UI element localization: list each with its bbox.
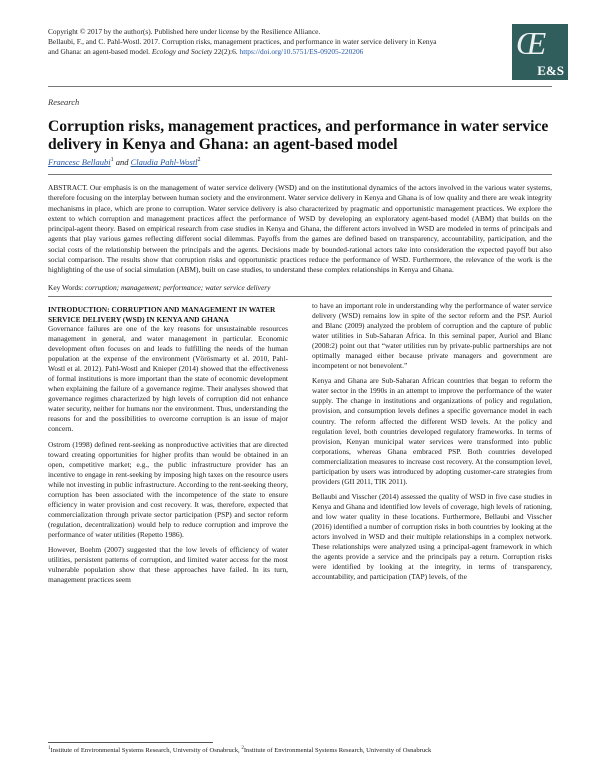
author-list: Francesc Bellaubi$^1$ and Claudia Pahl-Wostl$^2$ — [48, 157, 201, 167]
paragraph: Ostrom (1998) defined rent-seeking as nonproductive activities that are directed toward creating opportunities for higher profits than would be obtained in an open, competitive market; e.g., the public infrastructure provider has an incentive to engage in rent-seeking by imposing high taxes on the resource users while not investing in public infrastructure. According to the rent-seeking theory, corruption has been associated with the incompetence of the state to ensure efficiency in water provision and cost recovery. It was, therefore, expected that commercialization through private sector participation (PSP) and sector reform (regulation, decentralization) would help to reduce corruption and improve the performance of water utilities (Repetto 1986). — [48, 439, 288, 539]
intro-heading: INTRODUCTION: CORRUPTION AND MANAGEMENT IN WATER SERVICE DELIVERY (WSD) IN KENYA AND GHANA — [48, 305, 276, 324]
citation-line: Bellaubi, F., and C. Pahl-Wostl. 2017. Corruption risks, management practices, and performance in water service delivery in Kenya — [48, 37, 437, 46]
affiliation-footnote: $^1$Institute of Environmental Systems Research, University of Osnabruck, $^2$Institute of Environmental Systems Research, University of Osnabruck — [48, 746, 432, 755]
author-link-1[interactable]: Francesc Bellaubi — [48, 157, 111, 167]
journal-logo — [512, 24, 568, 80]
right-column — [312, 301, 552, 587]
logo-mark: Œ — [516, 25, 547, 61]
citation-header — [48, 27, 518, 57]
doi-link[interactable]: https://doi.org/10.5751/ES-09205-220206 — [239, 47, 364, 56]
footnote-divider — [48, 742, 213, 743]
left-column — [48, 305, 288, 590]
logo-text: E&S — [537, 63, 564, 78]
header-divider — [48, 86, 552, 87]
abstract-bottom-divider — [48, 296, 552, 297]
abstract: ABSTRACT. Our emphasis is on the management of water service delivery (WSD) and on the institutional dynamics of the actors involved in the various water systems, therefore focusing on the interplay between human society and the environment. Water service delivery in Kenya and Ghana is of low quality and there are weak integrity mechanisms in place, which are prone to corruption. Water service delivery is also characterized by pragmatic and opportunistic management practices. We explore the extent to which corruption and management practices affect the performance of WSD by developing an exploratory agent-based model (ABM) that builds on the principal-agent theory. Based on empirical research from case studies in Kenya and Ghana, the different actors involved in WSD are modeled in terms of principals and agents that play various games reflecting different social dilemmas. Payoffs from the games are defined based on transparency, accountability, participation, and the social costs of the relationship between the principals and the agents. Decisions made by bounded-rational actors take into consideration the expected payoff but also social comparison. The results show that corruption risks and opportunistic practices reduce the performance of WSD. Furthermore, the relevance of the work is the highlighting of the use of social simulation (ABM), built on case studies, to understand these complex relationships in Kenya and Ghana. — [48, 183, 552, 274]
paragraph: Bellaubi and Visscher (2014) assessed the quality of WSD in five case studies in Kenya and Ghana and identified low levels of coverage, high levels of rationing, and low water quality in these locations. Furthermore, Bellaubi and Visscher (2016) identified a number of corruption risks in both countries by looking at the actors involved in WSD and their multiple relationships in a complex network. These relationships were analyzed using a principal-agent framework in which the agents provide a service and the principals pay a return. Corruption risks were identified by looking at the integrity, in terms of transparency, accountability, and participation (TAP) levels, of the — [312, 491, 552, 582]
section-label: Research — [48, 97, 80, 107]
article-title: Corruption risks, management practices, and performance in water service delivery in Kenya and Ghana: an agent-based model — [48, 118, 549, 153]
paragraph: Governance failures are one of the key reasons for unsustainable resources management in general, and water management in particular. Economic development often focuses on and leads to fulfilling the needs of the human population at the expense of the environment (Vörösmarty et al. 2010, Pahl-Wostl et al. 2012). Pahl-Wostl and Knieper (2014) showed that the effectiveness of formal institutions is more important than the state of economic development when explaining the failure of a governance regime. Their analyses showed that governance regimes characterized by high levels of corruption did not enhance water security, neither for humans nor the environment. Thus, understanding the reasons for and the possibilities to overcome corruption is an issue of major concern. — [48, 324, 288, 434]
journal-name: Ecology and Society — [151, 47, 213, 56]
paragraph: to have an important role in understanding why the performance of water service delivery (WSD) remains low in spite of the sector reform and the PSP. Auriol and Blanc (2009) analyzed the problem of corruption and the capture of public water utilities in Sub-Saharan Africa. In this seminal paper, Auriol and Blanc (2008:2) point out that “water utilities run by private-public partnerships are not optimally managed either because private managers and government are incompetent or not benevolent.” — [312, 301, 552, 371]
paragraph: Kenya and Ghana are Sub-Saharan African countries that began to reform the water sector in the 1990s in an attempt to improve the performance of the water supply. The change in institutions and organizations of policy and regulation, provision, and consumption levels defines a specific governance model in each country. The reform affected the different WSD levels. At the policy and regulation level, both countries developed regulatory frameworks. In terms of provision, Kenyan municipal water services were transformed into public corporations, whereas Ghana embraced PSP. Both countries developed commercialization measures to increase cost recovery. At the consumption level, participation by users was introduced by adopting customer-care strategies from providers (GII 2011, TIK 2011). — [312, 376, 552, 486]
paragraph: However, Boehm (2007) suggested that the low levels of efficiency of water utilities, persistent patterns of corruption, and limited water access for the most vulnerable population show that these approaches have failed. In its turn, management practices seem — [48, 544, 288, 585]
citation-line-2: and Ghana: an agent-based model. Ecology and Society 22(2):6. https://doi.org/10.5751/ES-09205-220206 — [48, 47, 364, 56]
abstract-top-divider — [48, 174, 552, 175]
keywords: Key Words: corruption; management; performance; water service delivery — [48, 283, 271, 292]
author-link-2[interactable]: Claudia Pahl-Wostl — [130, 157, 198, 167]
copyright-line: Copyright © 2017 by the author(s). Published here under license by the Resilience Alliance. — [48, 27, 321, 36]
